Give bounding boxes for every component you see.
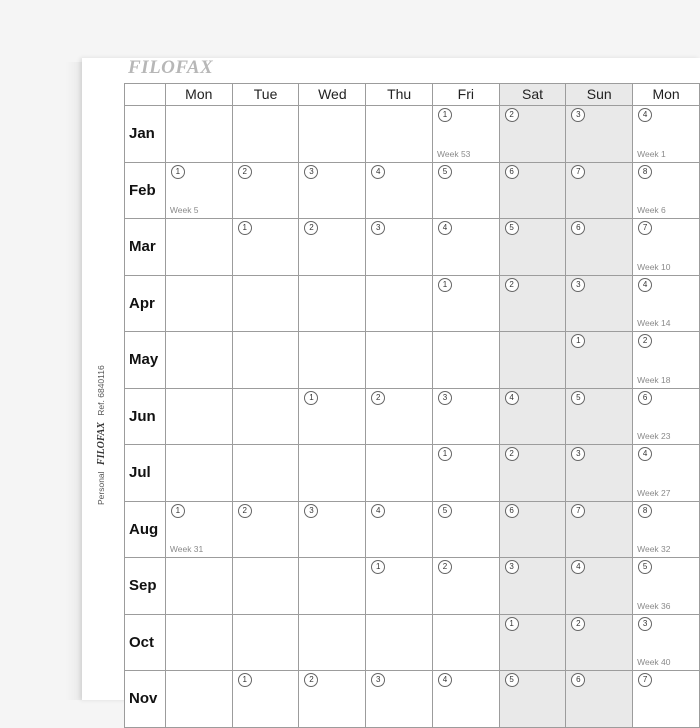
day-cell[interactable]: [633, 162, 700, 219]
week-number: Week 32: [637, 544, 671, 554]
month-label: Jan: [129, 125, 155, 143]
day-cell[interactable]: [566, 106, 633, 163]
brand-logo: FILOFAX: [128, 57, 214, 78]
day-header-label: Sat: [521, 85, 543, 102]
month-label: Aug: [129, 520, 159, 538]
day-cell[interactable]: [633, 501, 700, 558]
week-number: Week 23: [637, 431, 671, 441]
date-number: 3: [371, 673, 385, 687]
day-cell[interactable]: [566, 219, 633, 276]
day-cell[interactable]: [633, 219, 700, 276]
date-number: 3: [638, 617, 652, 631]
day-cell[interactable]: [366, 162, 433, 219]
week-number: Week 10: [637, 261, 671, 272]
date-number: 5: [571, 391, 585, 405]
date-number: 8: [638, 504, 652, 518]
date-number: 5: [505, 221, 519, 235]
day-cell[interactable]: [165, 445, 232, 502]
day-header-label: Sun: [586, 85, 612, 102]
month-row-may: [125, 332, 700, 389]
date-number: 6: [505, 165, 519, 179]
day-cell[interactable]: [165, 275, 232, 332]
day-header-row: [125, 84, 700, 106]
date-number: 3: [371, 221, 385, 235]
day-cell[interactable]: [165, 558, 232, 615]
day-cell[interactable]: [232, 558, 299, 615]
day-cell[interactable]: [566, 445, 633, 502]
day-header-label: Mon: [652, 85, 680, 102]
day-cell[interactable]: [366, 106, 433, 163]
date-number: 2: [638, 334, 652, 348]
month-label: Apr: [129, 294, 155, 312]
day-cell[interactable]: [566, 501, 633, 558]
day-cell[interactable]: [165, 671, 232, 728]
date-number: 4: [438, 221, 452, 235]
month-label-cell: [125, 275, 166, 332]
day-cell[interactable]: [499, 275, 566, 332]
day-cell[interactable]: [165, 388, 232, 445]
date-number: 2: [505, 108, 519, 122]
day-cell[interactable]: [499, 219, 566, 276]
month-label: Oct: [129, 633, 155, 651]
month-row-aug: [125, 501, 700, 558]
day-cell[interactable]: [433, 501, 500, 558]
date-number: 5: [638, 560, 652, 574]
week-number: Week 53: [437, 148, 471, 159]
date-number: 1: [171, 504, 185, 518]
day-header-label: Fri: [457, 85, 474, 102]
week-number: Week 6: [637, 205, 666, 215]
month-label-cell: [125, 219, 166, 276]
day-cell[interactable]: [633, 106, 700, 163]
date-number: 4: [371, 165, 385, 179]
month-label: Feb: [129, 181, 156, 199]
month-label: Mar: [129, 238, 156, 256]
day-cell[interactable]: [499, 614, 566, 671]
corner-cell: [125, 84, 166, 106]
day-cell[interactable]: [433, 219, 500, 276]
day-cell[interactable]: [232, 614, 299, 671]
day-header-label: Thu: [387, 85, 412, 102]
day-header: [366, 84, 433, 106]
date-number: 2: [371, 391, 385, 405]
day-cell[interactable]: [366, 614, 433, 671]
day-cell[interactable]: [232, 671, 299, 728]
date-number: 6: [571, 673, 585, 687]
day-cell[interactable]: [433, 445, 500, 502]
date-number: 4: [571, 560, 585, 574]
day-cell[interactable]: [232, 388, 299, 445]
week-number: Week 36: [637, 600, 671, 611]
day-header-label: Wed: [318, 85, 347, 102]
month-label-cell: [125, 614, 166, 671]
month-label-cell: [125, 162, 166, 219]
day-cell[interactable]: [566, 558, 633, 615]
date-number: 2: [304, 673, 318, 687]
day-cell[interactable]: [232, 501, 299, 558]
day-cell[interactable]: [433, 671, 500, 728]
day-cell[interactable]: [499, 445, 566, 502]
date-number: 3: [438, 391, 452, 405]
day-cell[interactable]: [433, 614, 500, 671]
day-cell[interactable]: [499, 106, 566, 163]
day-cell[interactable]: [633, 671, 700, 728]
date-number: 1: [371, 560, 385, 574]
day-cell[interactable]: [232, 219, 299, 276]
day-cell[interactable]: [633, 558, 700, 615]
day-cell[interactable]: [566, 388, 633, 445]
date-number: 2: [304, 221, 318, 235]
date-number: 4: [638, 108, 652, 122]
date-number: 1: [571, 334, 585, 348]
day-cell[interactable]: [366, 671, 433, 728]
day-cell[interactable]: [299, 332, 366, 389]
date-number: 5: [438, 504, 452, 518]
month-row-apr: [125, 275, 700, 332]
day-header: [232, 84, 299, 106]
date-number: 3: [571, 447, 585, 461]
day-cell[interactable]: [299, 106, 366, 163]
day-cell[interactable]: [299, 558, 366, 615]
day-cell[interactable]: [633, 275, 700, 332]
day-cell[interactable]: [232, 162, 299, 219]
month-row-nov: [125, 671, 700, 728]
date-number: 7: [638, 673, 652, 687]
date-number: 1: [438, 447, 452, 461]
day-header: [299, 84, 366, 106]
date-number: 3: [571, 278, 585, 292]
side-label-left: Personal: [96, 471, 106, 505]
day-cell[interactable]: [566, 614, 633, 671]
day-cell[interactable]: [299, 162, 366, 219]
date-number: 2: [505, 447, 519, 461]
month-label-cell: [125, 106, 166, 163]
day-cell[interactable]: [299, 671, 366, 728]
date-number: 2: [438, 560, 452, 574]
day-cell[interactable]: [232, 445, 299, 502]
month-label: Nov: [129, 690, 158, 708]
day-header: [165, 84, 232, 106]
date-number: 2: [238, 165, 252, 179]
month-label-cell: [125, 332, 166, 389]
date-number: 5: [505, 673, 519, 687]
day-cell[interactable]: [299, 614, 366, 671]
day-header: [499, 84, 566, 106]
day-header: [566, 84, 633, 106]
day-cell[interactable]: [566, 275, 633, 332]
day-cell[interactable]: [366, 219, 433, 276]
month-label: Sep: [129, 577, 157, 595]
day-cell[interactable]: [366, 445, 433, 502]
day-cell[interactable]: [299, 445, 366, 502]
month-row-jan: [125, 106, 700, 163]
date-number: 1: [171, 165, 185, 179]
day-header-label: Mon: [185, 85, 213, 102]
day-cell[interactable]: [299, 501, 366, 558]
date-number: 3: [571, 108, 585, 122]
day-cell[interactable]: [165, 162, 232, 219]
date-number: 1: [438, 278, 452, 292]
month-row-oct: [125, 614, 700, 671]
day-cell[interactable]: [566, 671, 633, 728]
day-cell[interactable]: [232, 332, 299, 389]
side-label-brand: FILOFAX: [96, 422, 107, 466]
day-header-label: Tue: [253, 85, 278, 102]
date-number: 3: [505, 560, 519, 574]
day-cell[interactable]: [299, 388, 366, 445]
day-cell[interactable]: [633, 445, 700, 502]
month-row-mar: [125, 219, 700, 276]
day-cell[interactable]: [566, 332, 633, 389]
day-cell[interactable]: [499, 332, 566, 389]
date-number: 4: [638, 278, 652, 292]
day-cell[interactable]: [433, 388, 500, 445]
week-number: Week 14: [637, 318, 671, 328]
month-label: May: [129, 351, 159, 369]
day-cell[interactable]: [165, 219, 232, 276]
day-cell[interactable]: [566, 162, 633, 219]
day-header: [633, 84, 700, 106]
date-number: 1: [238, 221, 252, 235]
date-number: 1: [505, 617, 519, 631]
day-header: [433, 84, 500, 106]
month-label-cell: [125, 558, 166, 615]
date-number: 4: [638, 447, 652, 461]
day-cell[interactable]: [433, 162, 500, 219]
day-cell[interactable]: [499, 671, 566, 728]
week-number: Week 5: [169, 205, 199, 215]
day-cell[interactable]: [366, 558, 433, 615]
day-cell[interactable]: [633, 332, 700, 389]
month-label-cell: [125, 445, 166, 502]
date-number: 7: [571, 504, 585, 518]
day-cell[interactable]: [165, 332, 232, 389]
day-cell[interactable]: [299, 275, 366, 332]
date-number: 2: [571, 617, 585, 631]
day-cell[interactable]: [165, 614, 232, 671]
month-label-cell: [125, 501, 166, 558]
day-cell[interactable]: [499, 501, 566, 558]
month-label-cell: [125, 671, 166, 728]
week-number: Week 31: [169, 544, 204, 554]
week-number: Week 1: [637, 148, 666, 159]
date-number: 5: [438, 165, 452, 179]
date-number: 6: [638, 391, 652, 405]
day-cell[interactable]: [165, 106, 232, 163]
date-number: 6: [505, 504, 519, 518]
date-number: 8: [638, 165, 652, 179]
year-planner-grid: [124, 83, 700, 728]
date-number: 7: [638, 221, 652, 235]
date-number: 6: [571, 221, 585, 235]
month-label: Jun: [129, 407, 156, 425]
side-label-ref: Ref. 6840116: [96, 365, 106, 416]
month-row-jul: [125, 445, 700, 502]
day-cell[interactable]: [633, 388, 700, 445]
day-cell[interactable]: [366, 388, 433, 445]
day-cell[interactable]: [366, 501, 433, 558]
month-row-jun: [125, 388, 700, 445]
month-label: Jul: [129, 464, 151, 482]
day-cell[interactable]: [499, 162, 566, 219]
date-number: 4: [505, 391, 519, 405]
day-cell[interactable]: [433, 275, 500, 332]
date-number: 4: [438, 673, 452, 687]
day-cell[interactable]: [499, 558, 566, 615]
side-label: [96, 365, 107, 505]
week-number: Week 27: [637, 487, 671, 498]
month-label-cell: [125, 388, 166, 445]
day-cell[interactable]: [433, 558, 500, 615]
day-cell[interactable]: [633, 614, 700, 671]
day-cell[interactable]: [499, 388, 566, 445]
day-cell[interactable]: [366, 332, 433, 389]
day-cell[interactable]: [366, 275, 433, 332]
month-row-sep: [125, 558, 700, 615]
week-number: Week 40: [637, 657, 671, 667]
month-row-feb: [125, 162, 700, 219]
date-number: 1: [238, 673, 252, 687]
date-number: 7: [571, 165, 585, 179]
date-number: 2: [505, 278, 519, 292]
day-cell[interactable]: [433, 332, 500, 389]
date-number: 1: [304, 391, 318, 405]
date-number: 1: [438, 108, 452, 122]
day-cell[interactable]: [433, 106, 500, 163]
date-number: 3: [304, 165, 318, 179]
date-number: 3: [304, 504, 318, 518]
day-cell[interactable]: [232, 106, 299, 163]
day-cell[interactable]: [165, 501, 232, 558]
week-number: Week 18: [637, 374, 671, 385]
day-cell[interactable]: [299, 219, 366, 276]
date-number: 4: [371, 504, 385, 518]
date-number: 2: [238, 504, 252, 518]
day-cell[interactable]: [232, 275, 299, 332]
